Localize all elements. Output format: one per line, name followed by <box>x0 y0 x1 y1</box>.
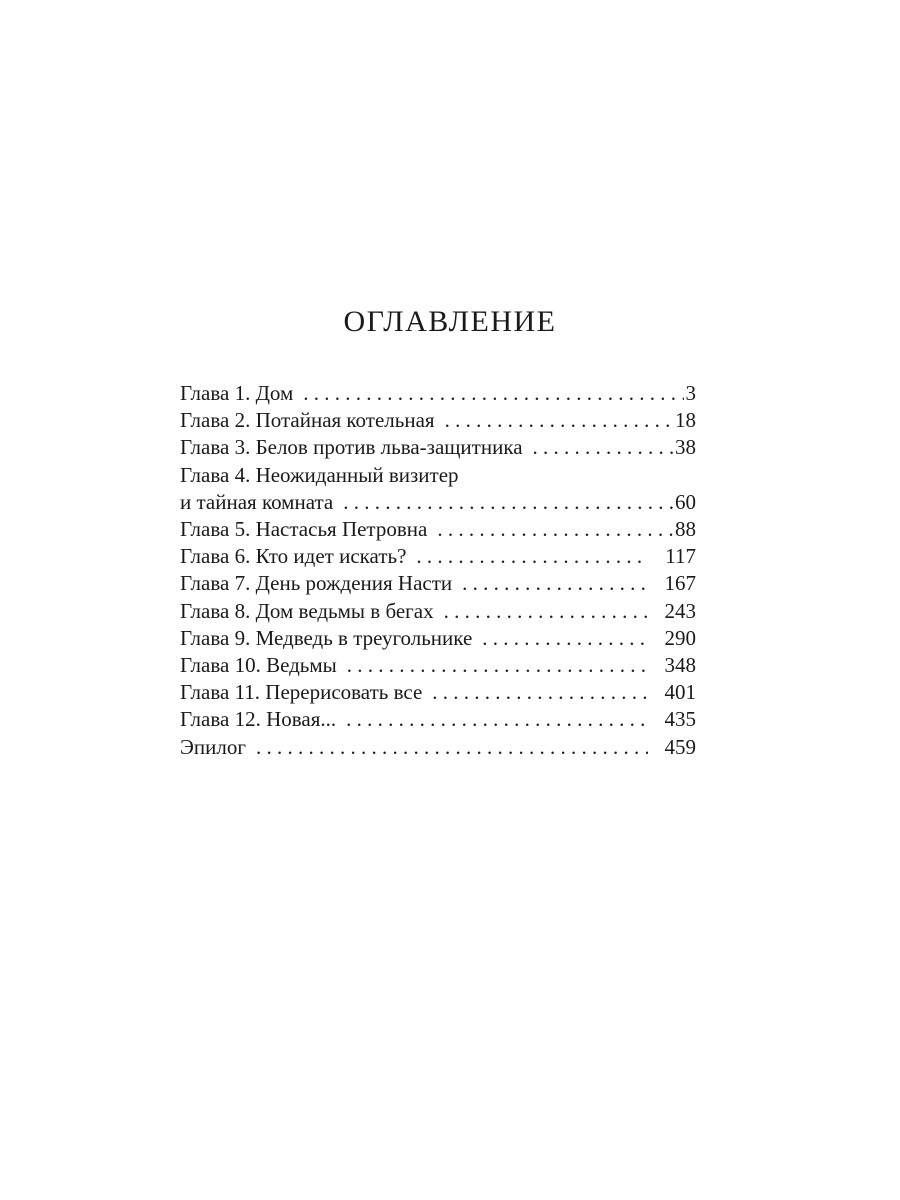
toc-entry-page: 18 <box>675 408 696 433</box>
toc-entry <box>180 489 696 516</box>
toc-entry-label-continuation: и тайная комната <box>180 489 334 514</box>
toc-entry-page: 243 <box>664 598 696 623</box>
toc-entry-multiline-first <box>180 462 696 489</box>
toc-entry-label: Глава 3. Белов против льва-защитника <box>180 435 523 460</box>
toc-title: ОГЛАВЛЕНИЕ <box>343 305 557 338</box>
dot-leader <box>347 652 648 679</box>
dot-leader <box>462 570 648 597</box>
toc-entry <box>180 652 696 679</box>
toc-list <box>180 380 696 761</box>
toc-entry-page: 3 <box>685 381 696 405</box>
toc-entry <box>180 570 696 597</box>
toc-entry-label: Глава 1. Дом <box>180 381 294 405</box>
toc-entry-page: 60 <box>675 489 696 514</box>
toc-entry-page: 459 <box>664 734 696 759</box>
dot-leader <box>346 706 648 733</box>
toc-entry <box>180 679 696 706</box>
toc-entry-label: Глава 10. Ведьмы <box>180 653 337 678</box>
toc-entry-label: Эпилог <box>180 734 246 759</box>
toc-entry <box>180 380 696 407</box>
toc-entry <box>180 625 696 652</box>
dot-leader <box>256 734 648 761</box>
toc-entry-page: 167 <box>664 571 696 596</box>
toc-entry-page: 290 <box>664 625 696 650</box>
dot-leader <box>482 625 648 652</box>
toc-entry-label: Глава 2. Потайная котельная <box>180 408 435 433</box>
dot-leader <box>432 679 648 706</box>
toc-entry-label: Глава 4. Неожиданный визитер <box>180 462 459 487</box>
toc-entry-label: Глава 5. Настасья Петровна <box>180 517 428 542</box>
toc-entry-page: 88 <box>675 517 696 542</box>
toc-entry-page: 401 <box>664 680 696 705</box>
toc-entry-page: 38 <box>675 435 696 460</box>
dot-leader <box>343 489 673 516</box>
toc-entry-label: Глава 11. Перерисовать все <box>180 680 423 705</box>
toc-entry-label: Глава 12. Новая... <box>180 707 337 732</box>
toc-entry-label: Глава 7. День рождения Насти <box>180 571 453 596</box>
toc-entry-label: Глава 6. Кто идет искать? <box>180 544 407 569</box>
toc-entry-label: Глава 8. Дом ведьмы в бегах <box>180 598 434 623</box>
toc-entry-page: 117 <box>665 544 696 569</box>
toc-entry <box>180 706 696 733</box>
toc-entry <box>180 434 696 461</box>
dot-leader <box>303 380 683 407</box>
toc-entry-page: 435 <box>664 707 696 732</box>
toc-entry <box>180 543 696 570</box>
toc-entry <box>180 407 696 434</box>
dot-leader <box>437 516 673 543</box>
toc-entry <box>180 598 696 625</box>
dot-leader <box>444 598 648 625</box>
toc-entry <box>180 516 696 543</box>
toc-entry-label: Глава 9. Медведь в треугольнике <box>180 625 473 650</box>
dot-leader <box>533 434 673 461</box>
dot-leader <box>445 407 673 434</box>
toc-entry-page: 348 <box>664 653 696 678</box>
dot-leader <box>416 543 648 570</box>
toc-entry <box>180 734 696 761</box>
